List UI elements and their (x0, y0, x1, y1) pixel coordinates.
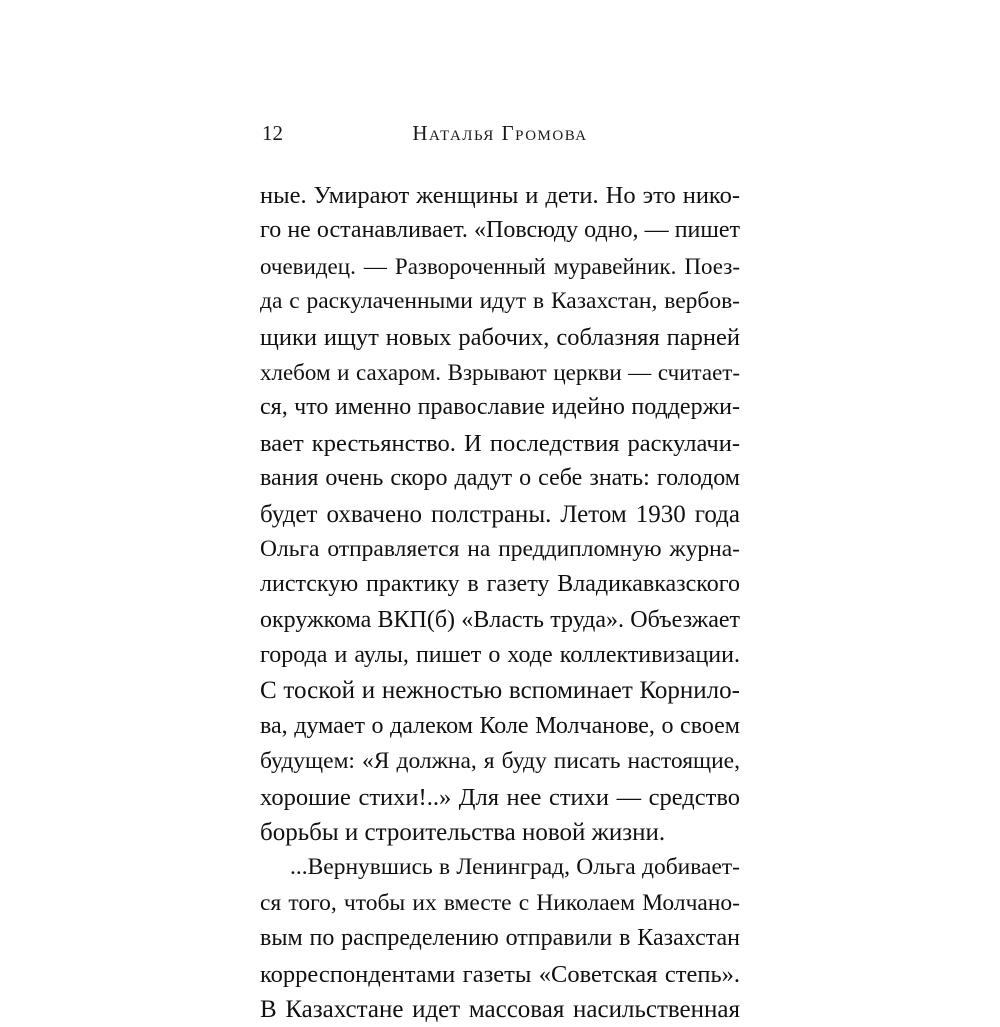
text-line: вает крестьянство. И последствия раскулачи- (260, 429, 740, 457)
body-text (260, 178, 740, 1027)
text-line: ные. Умирают женщины и дети. Но это нико- (260, 182, 740, 209)
text-line: ва, думает о далеком Коле Молчанове, о своем (260, 712, 740, 739)
text-line: вания очень скоро дадут о себе знать: голодом (260, 465, 740, 492)
paragraph-last-line: борьбы и строительства новой жизни. (260, 819, 666, 847)
text-line: очевидец. — Развороченный муравейник. Поез- (260, 253, 740, 279)
text-line: будущем: «Я должна, я буду писать настоящие, (260, 748, 740, 775)
text-line: корреспондентами газеты «Советская степь». (260, 960, 740, 988)
text-line: Ольга отправляется на преддипломную журна- (260, 535, 740, 562)
text-line: листскую практику в газету Владикавказского (260, 571, 740, 598)
paragraph-first-line: ...Вернувшись в Ленинград, Ольга добивает- (290, 854, 740, 881)
text-line: В Казахстане идет массовая насильственная (260, 995, 740, 1023)
text-line: С тоской и нежностью вспоминает Корнило- (260, 677, 740, 705)
running-head-author: Наталья Громова (412, 121, 588, 145)
text-line: ся того, чтобы их вместе с Николаем Молчано- (260, 889, 740, 916)
text-line: го не останавливает. «Повсюду одно, — пишет (260, 217, 740, 244)
text-line: окружкома ВКП(б) «Власть труда». Объезжает (260, 606, 740, 633)
text-line: вым по распределению отправили в Казахстан (260, 925, 740, 952)
text-line: хорошие стихи!..» Для нее стихи — средство (260, 783, 740, 811)
text-line: ся, что именно православие идейно поддержи- (260, 394, 740, 421)
text-line: щики ищут новых рабочих, соблазняя парней (260, 323, 740, 351)
text-line: города и аулы, пишет о ходе коллективизации. (260, 642, 740, 669)
text-line: да с раскулаченными идут в Казахстан, вербов- (260, 288, 740, 315)
text-line: будет охвачено полстраны. Летом 1930 года (260, 500, 740, 528)
page-number: 12 (262, 121, 283, 145)
text-line: хлебом и сахаром. Взрывают церкви — считает- (260, 359, 740, 385)
